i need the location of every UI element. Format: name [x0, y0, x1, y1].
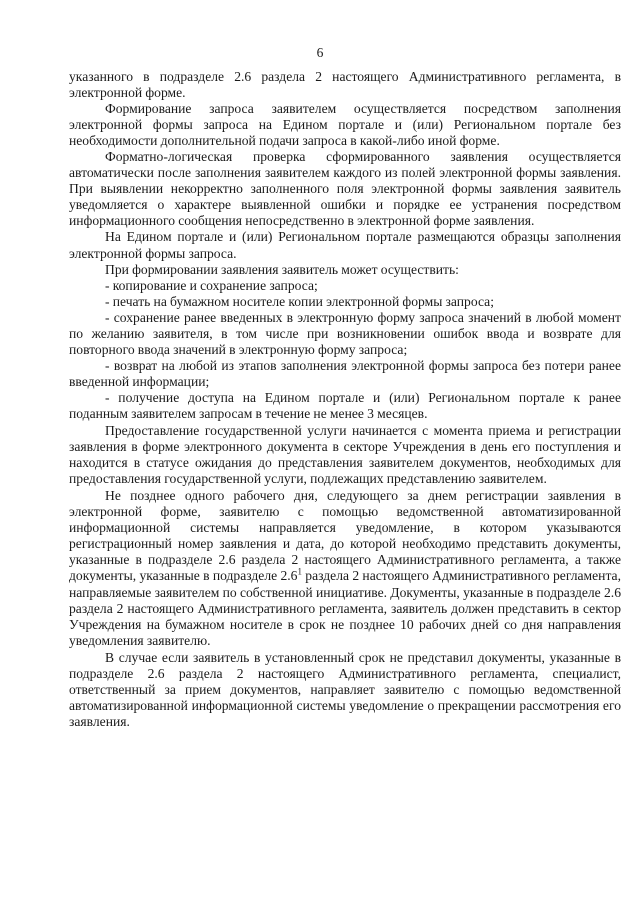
paragraph-continuation: указанного в подразделе 2.6 раздела 2 настоящего Административного регламента, в электронной форме.: [69, 69, 621, 101]
paragraph-format-check: Форматно-логическая проверка сформированного заявления осуществляется автоматически после заполнения заявителем каждого из полей электронной формы заявления. При выявлении некорректно заполненного поля электронной формы заявления заявитель уведомляется о характере выявленной ошибки и порядке ее устранения посредством информационного сообщения непосредственно в электронной форме заявления.: [69, 149, 621, 229]
paragraph-notification: [69, 488, 621, 648]
notification-text-after: раздела 2 настоящего Административного регламента, направляемые заявителем по собственной инициативе. Документы, указанные в подразделе 2.6 раздела 2 настоящего Административного регламента, заявитель должен представить в сектор Учреждения на бумажном носителе в срок не позднее 10 рабочих дней со дня направления уведомления заявителю.: [69, 568, 621, 648]
document-body: [69, 69, 621, 730]
list-item-return-to-stage: - возврат на любой из этапов заполнения электронной формы запроса без потери ранее введенной информации;: [69, 357, 621, 389]
footnote-superscript: 1: [297, 566, 302, 577]
paragraph-service-start: Предоставление государственной услуги начинается с момента приема и регистрации заявления в форме электронного документа в секторе Учреждения в день его поступления и находится в статусе ожидания до представления заявителем документов, необходимых для предоставления государственной услуги, подлежащих представлению заявителем.: [69, 423, 621, 487]
paragraph-form-samples: На Едином портале и (или) Региональном портале размещаются образцы заполнения электронной формы запроса.: [69, 229, 621, 261]
notification-text-before: Не позднее одного рабочего дня, следующего за днем регистрации заявления в электронной форме, заявителю с помощью ведомственной автоматизированной информационной системы направляется уведомление, в котором указываются регистрационный номер заявления и дата, до которой необходимо представить документы, указанные в подразделе 2.6 раздела 2 настоящего Административного регламента, а также документы, указанные в подразделе 2.6: [69, 488, 621, 584]
list-item-copy-save: - копирование и сохранение запроса;: [105, 277, 318, 293]
list-item-print: - печать на бумажном носителе копии электронной формы запроса;: [105, 293, 494, 309]
list-item-access-previous: - получение доступа на Едином портале и (или) Региональном портале к ранее поданным заявителем запросам в течение не менее 3 месяцев.: [69, 389, 621, 421]
paragraph-termination: В случае если заявитель в установленный срок не представил документы, указанные в подразделе 2.6 раздела 2 настоящего Административного регламента, специалист, ответственный за прием документов, направляет заявителю с помощью ведомственной автоматизированной информационной системы уведомление о прекращении рассмотрения его заявления.: [69, 649, 621, 729]
page-number: 6: [316, 45, 324, 60]
paragraph-applicant-options-intro: При формировании заявления заявитель может осуществить:: [105, 261, 459, 277]
list-item-save-values: - сохранение ранее введенных в электронную форму запроса значений в любой момент по желанию заявителя, в том числе при возникновении ошибок ввода и возврате для повторного ввода значений в электронную форму запроса;: [69, 309, 621, 357]
paragraph-request-formation: Формирование запроса заявителем осуществляется посредством заполнения электронной формы запроса на Едином портале и (или) Региональном портале без необходимости дополнительной подачи запроса в какой-либо иной форме.: [69, 101, 621, 149]
